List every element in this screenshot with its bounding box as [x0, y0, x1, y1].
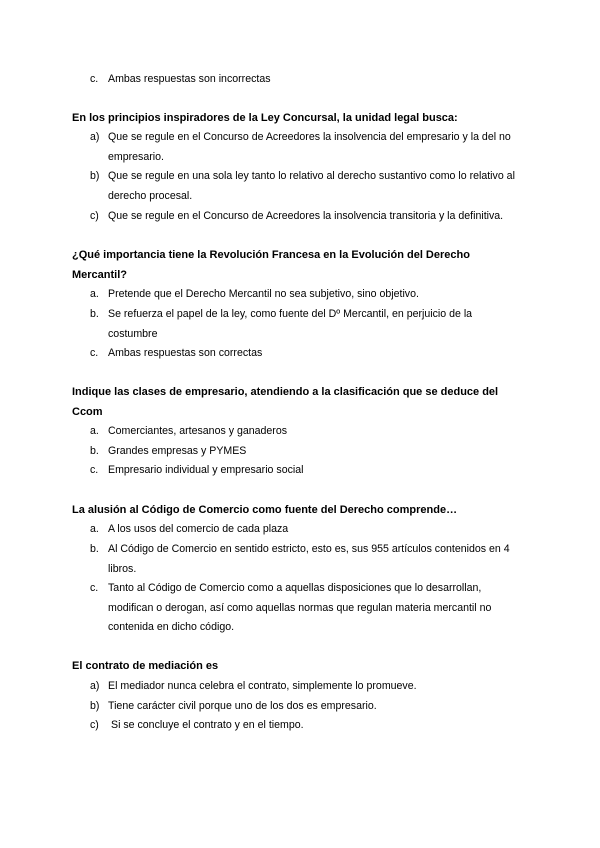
option-text: Comerciantes, artesanos y ganaderos: [108, 425, 288, 437]
option-label: a): [90, 680, 100, 692]
option-text: El mediador nunca celebra el contrato, simplemente lo promueve.: [108, 680, 417, 692]
option-label: b.: [90, 308, 99, 320]
option-text: Grandes empresas y PYMES: [108, 445, 247, 457]
option-label: c): [90, 719, 99, 731]
option-text: Empresario individual y empresario social: [108, 464, 304, 476]
option-label: c.: [90, 73, 99, 85]
option-text: Tiene carácter civil porque uno de los dos es empresario.: [108, 700, 377, 712]
option-label: a.: [90, 288, 99, 300]
option-label: c.: [90, 347, 99, 359]
option-text: Que se regule en el Concurso de Acreedores la insolvencia del empresario y la del no empresario.: [108, 131, 511, 163]
option-label: a): [90, 131, 100, 143]
option-text: Si se concluye el contrato y en el tiempo.: [111, 719, 304, 731]
question-title: Indique las clases de empresario, atendiendo a la clasificación que se deduce del Ccom: [72, 386, 499, 418]
option-text: Pretende que el Derecho Mercantil no sea subjetivo, sino objetivo.: [108, 288, 419, 300]
option-text: Se refuerza el papel de la ley, como fuente del Dº Mercantil, en perjuicio de la costumbre: [108, 308, 473, 340]
option-text: Ambas respuestas son correctas: [108, 347, 263, 359]
question-title: El contrato de mediación es: [72, 660, 219, 672]
question-title: La alusión al Código de Comercio como fuente del Derecho comprende…: [72, 504, 458, 516]
option-label: b.: [90, 445, 99, 457]
option-label: c): [90, 210, 99, 222]
option-text: Al Código de Comercio en sentido estricto, esto es, sus 955 artículos contenidos en 4 libros.: [108, 543, 510, 575]
option-label: b): [90, 170, 100, 182]
option-text: A los usos del comercio de cada plaza: [108, 523, 289, 535]
option-text: Ambas respuestas son incorrectas: [108, 73, 271, 85]
option-text: Tanto al Código de Comercio como a aquellas disposiciones que lo desarrollan, modifican o derogan, así como aquellas normas que regulan materia mercantil no contenida en dicho código.: [108, 582, 492, 633]
option-text: Que se regule en una sola ley tanto lo relativo al derecho sustantivo como lo relativo al derecho procesal.: [108, 170, 515, 202]
option-label: c.: [90, 464, 99, 476]
question-title: ¿Qué importancia tiene la Revolución Francesa en la Evolución del Derecho Mercantil?: [72, 249, 470, 281]
option-label: b): [90, 700, 100, 712]
question-title: En los principios inspiradores de la Ley Concursal, la unidad legal busca:: [72, 112, 458, 124]
option-text: Que se regule en el Concurso de Acreedores la insolvencia transitoria y la definitiva.: [108, 210, 504, 222]
option-label: c.: [90, 582, 99, 594]
option-label: b.: [90, 543, 99, 555]
option-label: a.: [90, 523, 99, 535]
option-label: a.: [90, 425, 99, 437]
